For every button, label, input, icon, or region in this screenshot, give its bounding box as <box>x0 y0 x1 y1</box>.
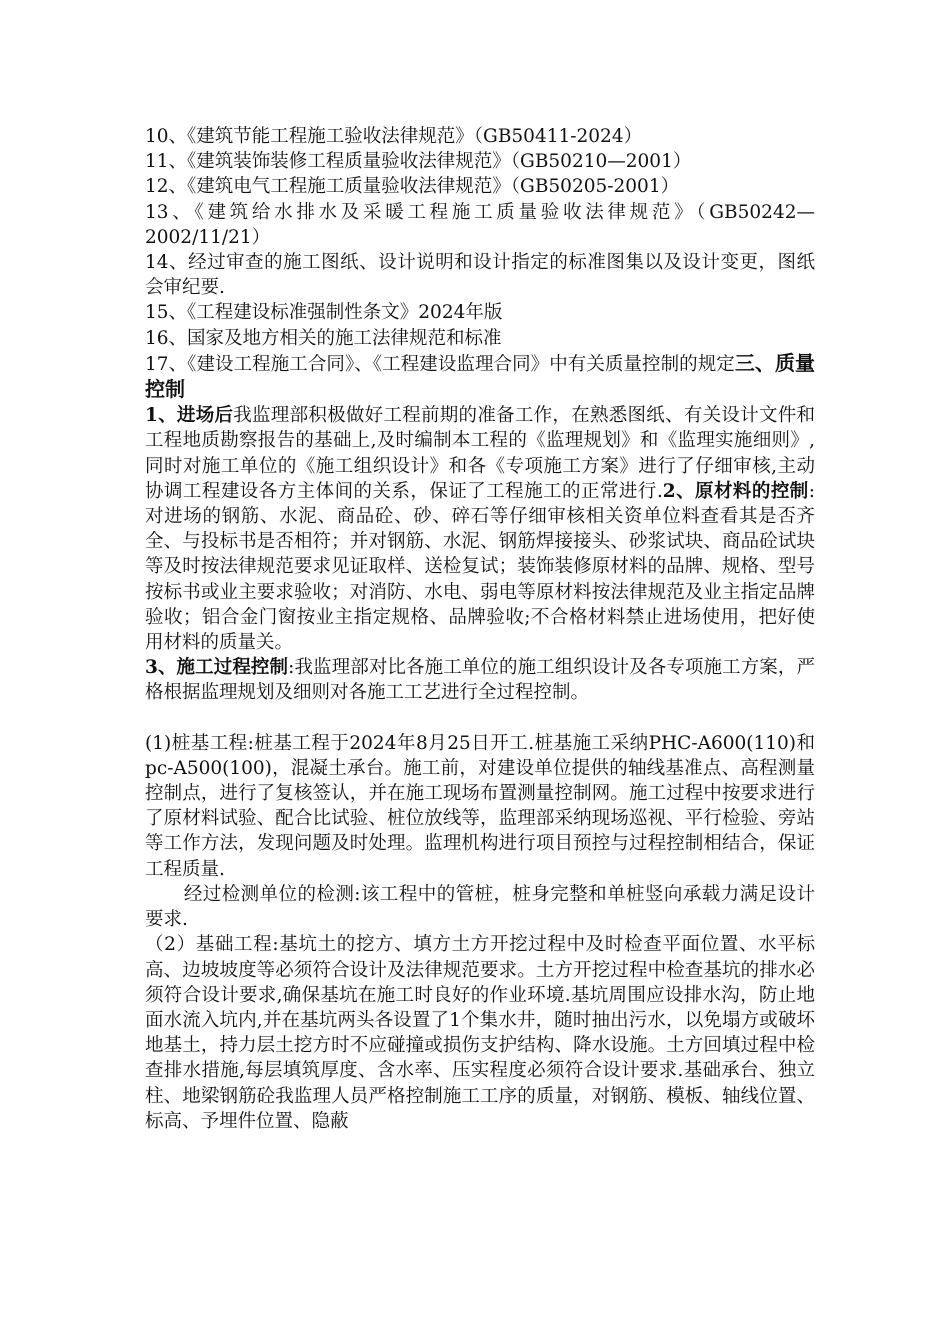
paragraph-text-materials: :对进场的钢筋、水泥、商品砼、砂、碎石等仔细审核相关资单位料查看其是否齐全、与投标书是否相符；并对钢筋、水泥、钢筋焊接接头、砂浆试块、商品砼试块等及时按法律规范要求见证取样、送检复试；装饰装修原材料的品牌、规格、型号按标书或业主要求验收；对消防、水电、弱电等原材料按法律规范及业主指定品牌验收；铝合金门窗按业主指定规格、品牌验收;不合格材料禁止进场使用，把好使用材料的质量关。 <box>145 480 815 654</box>
paragraph-entry-preparation <box>145 403 815 655</box>
section-heading-quality-control: 三、质量控制 <box>145 350 816 402</box>
blank-line <box>145 706 815 731</box>
paragraph-pile-foundation: (1)桩基工程:桩基工程于2024年8月25日开工.桩基施工采纳PHC-A600(110)和pc-A500(100)，混凝土承台。施工前，对建设单位提供的轴线基准点、高程测量控制点，进行了复核签认，并在施工现场布置测量控制网。施工过程中按要求进行了原材料试验、配合比试验、桩位放线等，监理部采纳现场巡视、平行检验、旁站等工作方法，发现问题及时处理。监理机构进行项目预控与过程控制相结合，保证工程质量. <box>145 732 815 880</box>
paragraph-process-control <box>145 655 815 705</box>
reference-item-12: 12、《建筑电气工程施工质量验收法律规范》（GB50205-2001） <box>145 176 680 198</box>
reference-item-11: 11、《建筑装饰装修工程质量验收法律规范》（GB50210—2001） <box>145 151 692 173</box>
reference-item-13: 13、《建筑给水排水及采暖工程施工质量验收法律规范》（GB50242—2002/11/21） <box>145 201 815 248</box>
paragraph-text-entry: 我监理部积极做好工程前期的准备工作，在熟悉图纸、有关设计文件和工程地质勘察报告的基础上,及时编制本工程的《监理规划》和《监理实施细则》,同时对施工单位的《施工组织设计》和各《专项施工方案》进行了仔细审核,主动协调工程建设各方主体间的关系，保证了工程施工的正常进行. <box>145 405 815 502</box>
paragraph-foundation-works: （2）基础工程:基坑土的挖方、填方土方开挖过程中及时检查平面位置、水平标高、边坡坡度等必须符合设计及法律规范要求。土方开挖过程中检查基坑的排水必须符合设计要求,确保基坑在施工时良好的作业环境.基坑周围应设排水沟，防止地面水流入坑内,并在基坑两头各设置了1个集水井，随时抽出污水，以免塌方或破坏地基土，持力层土挖方时不应碰撞或损伤支护结构、降水设施。土方回填过程中检查排水措施,每层填筑厚度、含水率、压实程度必须符合设计要求.基础承台、独立柱、地梁钢筋砼我监理人员严格控制施工工序的质量，对钢筋、模板、轴线位置、标高、予埋件位置、隐蔽 <box>145 934 815 1132</box>
paragraph-label-materials: 2、原材料的控制 <box>662 480 809 502</box>
reference-item-10: 10、《建筑节能工程施工验收法律规范》（GB50411-2024） <box>145 126 643 147</box>
paragraph-text-process: :我监理部对比各施工单位的施工组织设计及各专项施工方案，严格根据监理规划及细则对各施工工艺进行全过程控制。 <box>145 657 815 704</box>
paragraph-label-entry: 1、进场后 <box>145 405 234 427</box>
reference-item-14: 14、经过审查的施工图纸、设计说明和设计指定的标准图集以及设计变更，图纸会审纪要. <box>145 252 815 299</box>
reference-item-17 <box>145 351 815 403</box>
reference-item-17-text: 17、《建设工程施工合同》、《工程建设监理合同》中有关质量控制的规定 <box>145 353 735 375</box>
paragraph-label-process: 3、施工过程控制 <box>145 657 289 679</box>
reference-item-16: 16、国家及地方相关的施工法律规范和标准 <box>145 327 502 349</box>
paragraph-pile-test-result: 经过检测单位的检测:该工程中的管桩，桩身完整和单桩竖向承载力满足设计要求. <box>145 883 815 931</box>
reference-item-15: 15、《工程建设标准强制性条文》2024年版 <box>145 302 503 324</box>
document-page <box>145 124 815 1134</box>
